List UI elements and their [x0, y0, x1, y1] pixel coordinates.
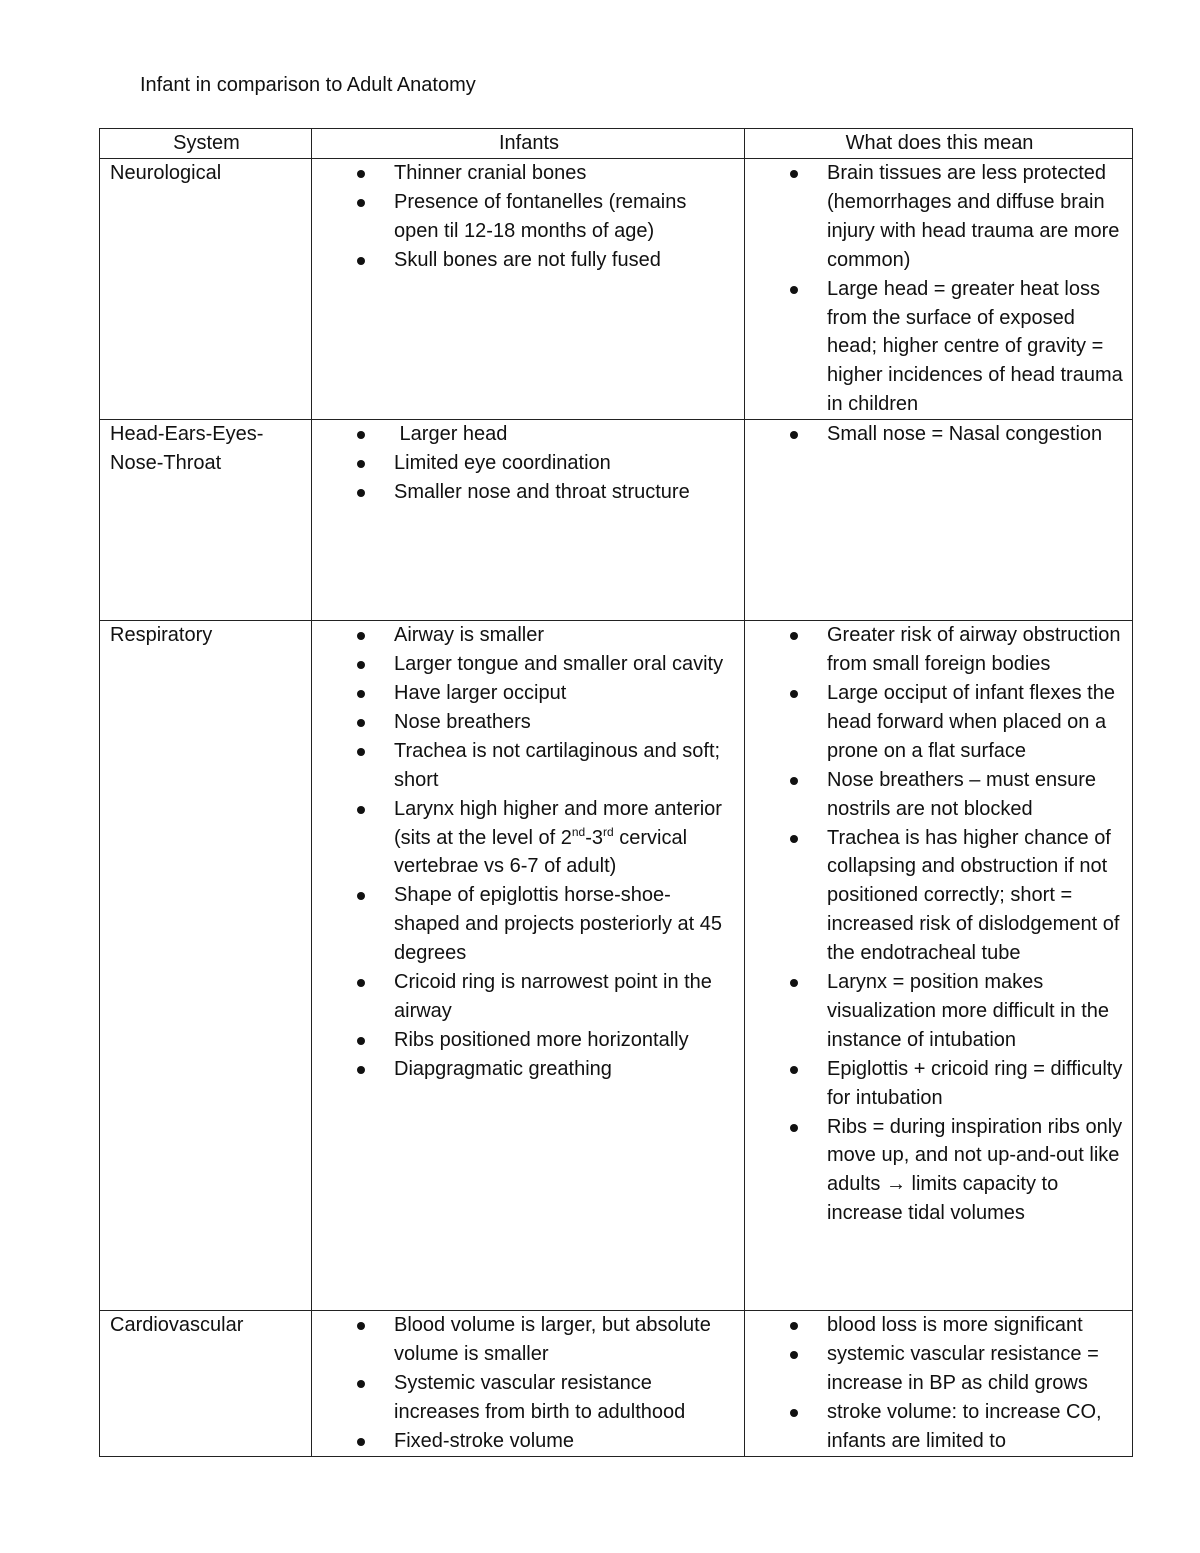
- table-row: [100, 621, 1133, 1311]
- bullet-icon: [790, 835, 798, 843]
- bullet-icon: [357, 199, 365, 207]
- list-item: Presence of fontanelles (remains open til 12-18 months of age): [394, 188, 736, 246]
- bullet-icon: [357, 1438, 365, 1446]
- infants-list: [322, 621, 736, 1084]
- bullet-icon: [790, 1124, 798, 1132]
- meaning-cell: [745, 420, 1133, 621]
- infants-cell: [312, 621, 745, 1311]
- list-item: Larger head: [394, 420, 736, 449]
- meaning-list: [755, 1311, 1124, 1456]
- infants-list: [322, 420, 736, 507]
- meaning-list: [755, 159, 1124, 419]
- bullet-icon: [790, 1322, 798, 1330]
- bullet-icon: [790, 1066, 798, 1074]
- meaning-cell: [745, 621, 1133, 1311]
- bullet-icon: [790, 1409, 798, 1417]
- table-row: [100, 1311, 1133, 1457]
- list-item: Systemic vascular resistance increases from birth to adulthood: [394, 1369, 736, 1427]
- table-row: [100, 420, 1133, 621]
- list-item: Nose breathers – must ensure nostrils are not blocked: [827, 766, 1124, 824]
- infants-cell: [312, 420, 745, 621]
- bullet-icon: [357, 1322, 365, 1330]
- list-item: Larger tongue and smaller oral cavity: [394, 650, 736, 679]
- list-item: Nose breathers: [394, 708, 736, 737]
- bullet-icon: [357, 892, 365, 900]
- meaning-cell: [745, 1311, 1133, 1457]
- bullet-icon: [790, 979, 798, 987]
- list-item: stroke volume: to increase CO, infants are limited to: [827, 1398, 1124, 1456]
- list-item: Larynx = position makes visualization more difficult in the instance of intubation: [827, 968, 1124, 1055]
- document-title: Infant in comparison to Adult Anatomy: [140, 74, 476, 96]
- bullet-icon: [790, 170, 798, 178]
- list-item: Large occiput of infant flexes the head forward when placed on a prone on a flat surface: [827, 679, 1124, 766]
- list-item: Limited eye coordination: [394, 449, 736, 478]
- header-system: System: [100, 129, 312, 159]
- system-cell: Head-Ears-Eyes-Nose-Throat: [100, 420, 312, 621]
- infants-list: [322, 1311, 736, 1456]
- list-item: Shape of epiglottis horse-shoe-shaped and projects posteriorly at 45 degrees: [394, 881, 736, 968]
- list-item: Larynx high higher and more anterior (sits at the level of 2nd-3rd cervical vertebrae vs 6-7 of adult): [394, 795, 736, 882]
- bullet-icon: [790, 431, 798, 439]
- bullet-icon: [790, 690, 798, 698]
- list-item: systemic vascular resistance = increase in BP as child grows: [827, 1340, 1124, 1398]
- list-item: Small nose = Nasal congestion: [827, 420, 1124, 449]
- system-cell: Neurological: [100, 159, 312, 420]
- list-item: Greater risk of airway obstruction from small foreign bodies: [827, 621, 1124, 679]
- bullet-icon: [357, 489, 365, 497]
- bullet-icon: [357, 1380, 365, 1388]
- list-item: Large head = greater heat loss from the surface of exposed head; higher centre of gravity = higher incidences of head trauma in children: [827, 275, 1124, 420]
- bullet-icon: [357, 719, 365, 727]
- list-item: Airway is smaller: [394, 621, 736, 650]
- infants-list: [322, 159, 736, 275]
- list-item: Epiglottis + cricoid ring = difficulty for intubation: [827, 1055, 1124, 1113]
- list-item: Brain tissues are less protected (hemorrhages and diffuse brain injury with head trauma are more common): [827, 159, 1124, 275]
- right-arrow-icon: →: [885, 1173, 906, 1196]
- meaning-list: [755, 420, 1124, 449]
- list-item: Trachea is has higher chance of collapsing and obstruction if not positioned correctly; short = increased risk of dislodgement of the endotracheal tube: [827, 824, 1124, 969]
- bullet-icon: [357, 170, 365, 178]
- bullet-icon: [357, 431, 365, 439]
- list-item: Thinner cranial bones: [394, 159, 736, 188]
- bullet-icon: [790, 632, 798, 640]
- header-meaning: What does this mean: [745, 129, 1133, 159]
- list-item: Trachea is not cartilaginous and soft; short: [394, 737, 736, 795]
- bullet-icon: [357, 1066, 365, 1074]
- comparison-table: [99, 128, 1133, 1457]
- list-item: Have larger occiput: [394, 679, 736, 708]
- list-item: Ribs positioned more horizontally: [394, 1026, 736, 1055]
- bullet-icon: [357, 661, 365, 669]
- list-item: Skull bones are not fully fused: [394, 246, 736, 275]
- list-item: blood loss is more significant: [827, 1311, 1124, 1340]
- system-cell: Cardiovascular: [100, 1311, 312, 1457]
- bullet-icon: [790, 1351, 798, 1359]
- list-item: Smaller nose and throat structure: [394, 478, 736, 507]
- bullet-icon: [357, 690, 365, 698]
- table-header-row: [100, 129, 1133, 159]
- list-item: Ribs = during inspiration ribs only move up, and not up-and-out like adults → limits capacity to increase tidal volumes: [827, 1113, 1124, 1229]
- header-infants: Infants: [312, 129, 745, 159]
- list-item: Blood volume is larger, but absolute volume is smaller: [394, 1311, 736, 1369]
- list-item: Cricoid ring is narrowest point in the airway: [394, 968, 736, 1026]
- meaning-list: [755, 621, 1124, 1228]
- bullet-icon: [790, 286, 798, 294]
- bullet-icon: [357, 460, 365, 468]
- infants-cell: [312, 159, 745, 420]
- bullet-icon: [357, 748, 365, 756]
- meaning-cell: [745, 159, 1133, 420]
- bullet-icon: [357, 257, 365, 265]
- bullet-icon: [357, 979, 365, 987]
- bullet-icon: [357, 1037, 365, 1045]
- bullet-icon: [357, 632, 365, 640]
- list-item: Diapgragmatic greathing: [394, 1055, 736, 1084]
- infants-cell: [312, 1311, 745, 1457]
- list-item: Fixed-stroke volume: [394, 1427, 736, 1456]
- bullet-icon: [357, 806, 365, 814]
- table-row: [100, 159, 1133, 420]
- bullet-icon: [790, 777, 798, 785]
- system-cell: Respiratory: [100, 621, 312, 1311]
